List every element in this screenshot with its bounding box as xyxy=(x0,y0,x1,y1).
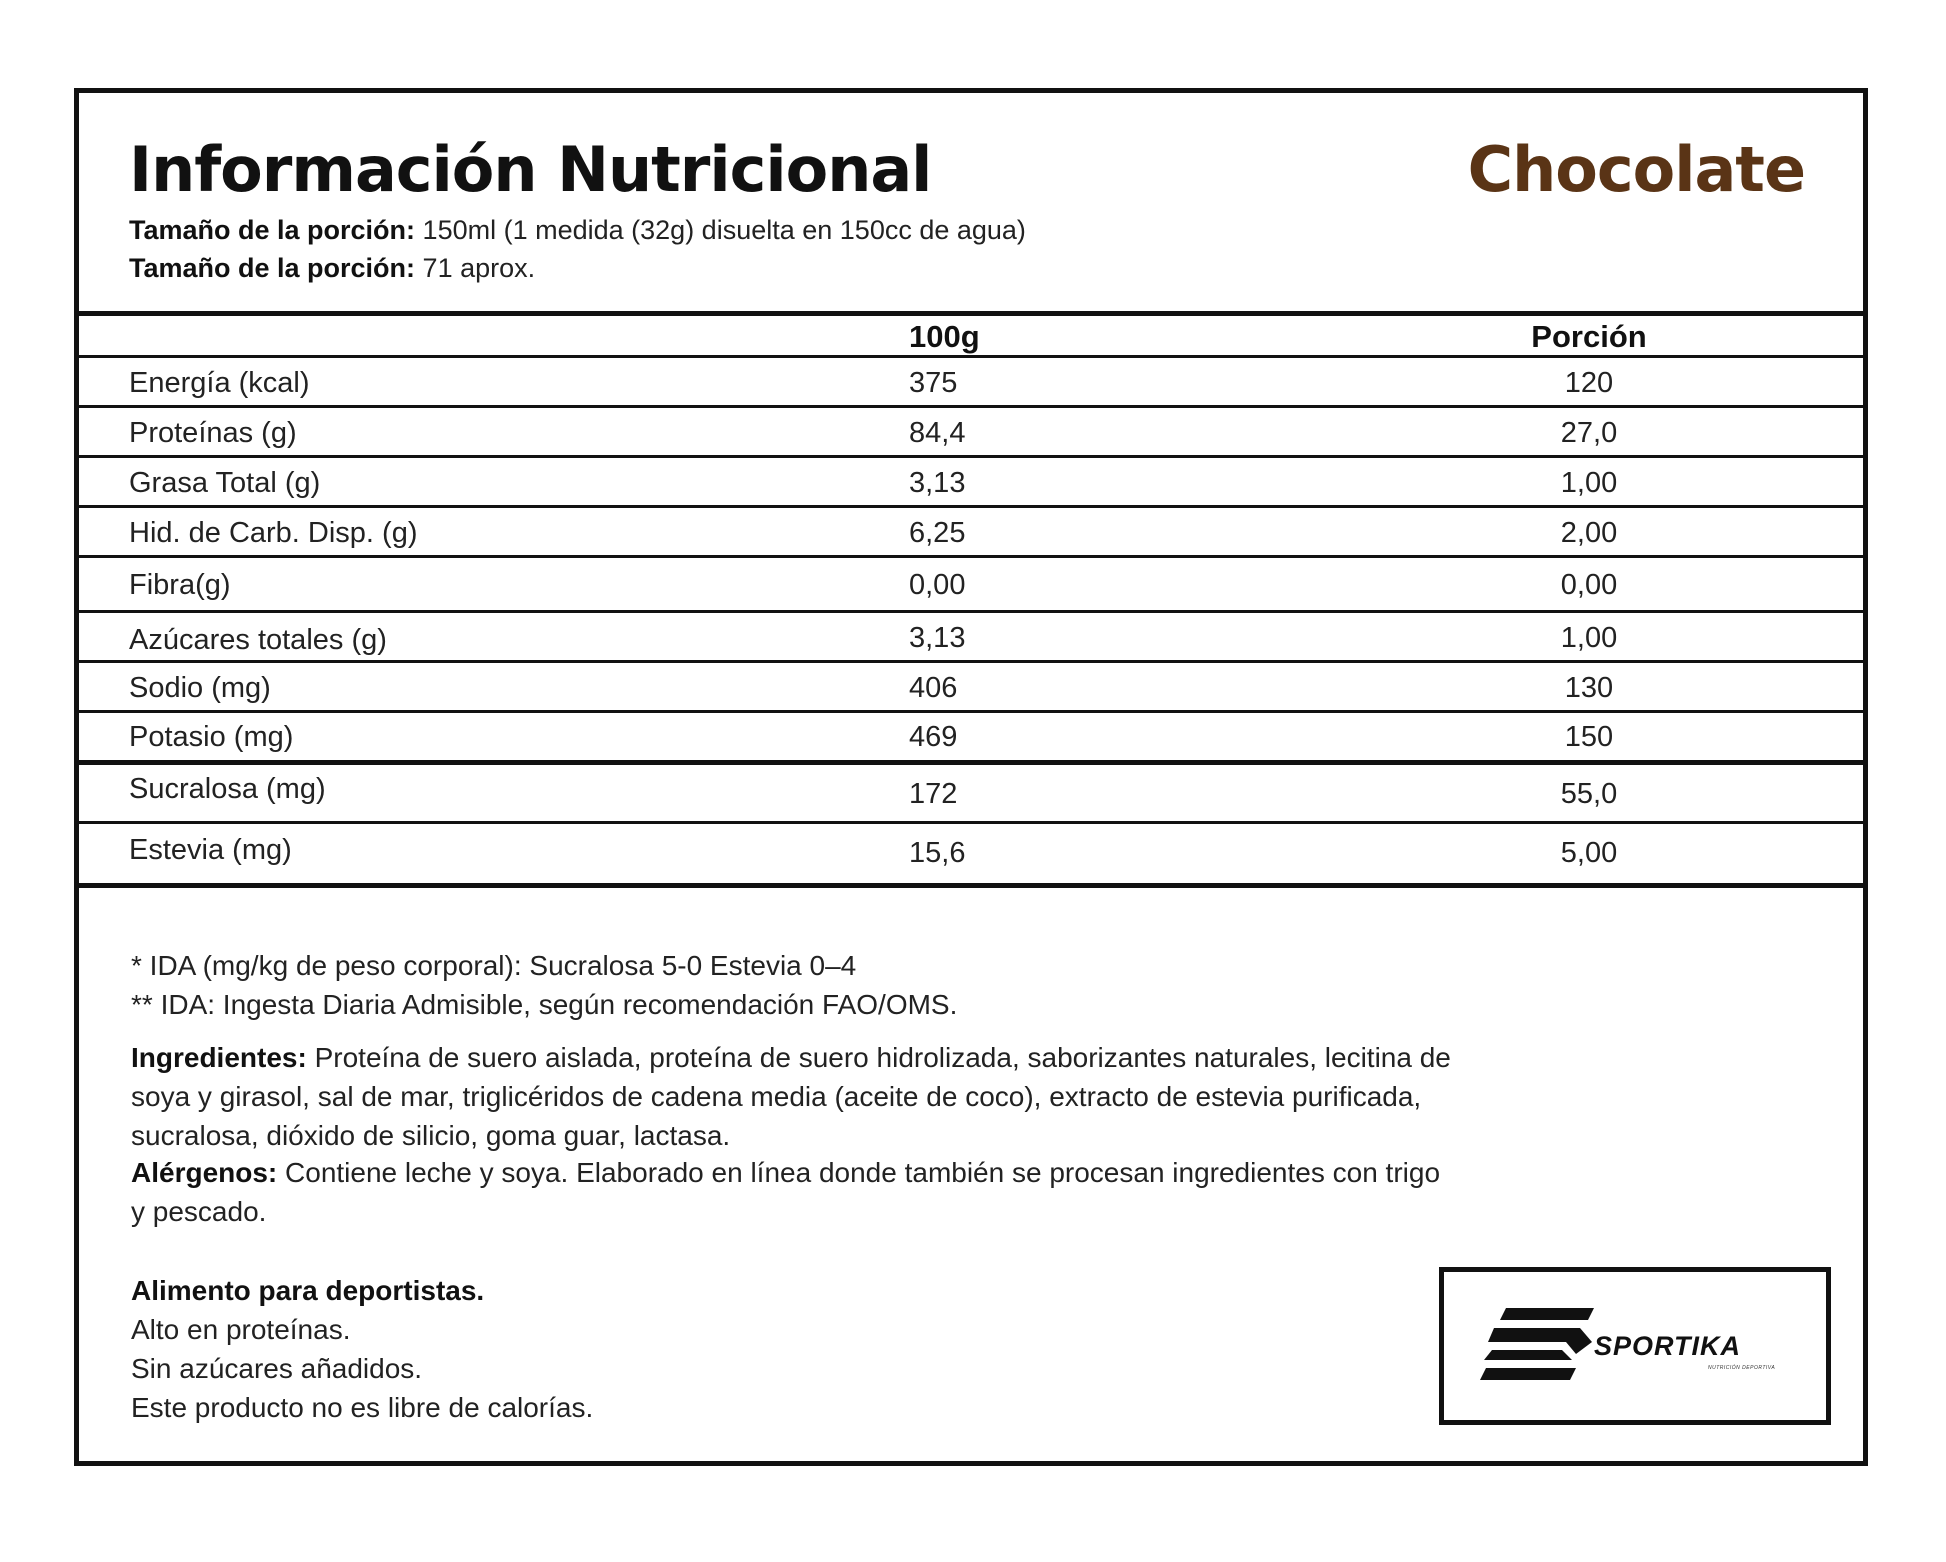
nutrient-per-portion: 5,00 xyxy=(1560,837,1618,869)
claim-not-calorie-free: Este producto no es libre de calorías. xyxy=(131,1392,594,1423)
brand-logo-box xyxy=(1439,1267,1831,1425)
flavor-name: Chocolate xyxy=(1467,133,1805,206)
nutrient-per-portion: 2,00 xyxy=(1560,517,1618,549)
ida-notes xyxy=(131,946,957,1024)
nutrient-name: Fibra(g) xyxy=(129,569,231,601)
nutrient-per-100g: 3,13 xyxy=(909,467,966,499)
nutrient-per-portion: 0,00 xyxy=(1560,569,1618,601)
nutrient-per-portion: 27,0 xyxy=(1560,417,1618,449)
nutrient-per-100g: 84,4 xyxy=(909,417,966,449)
nutrient-per-100g: 6,25 xyxy=(909,517,966,549)
ingredients-label: Ingredientes: xyxy=(131,1042,307,1073)
allergens-text: Contiene leche y soya. Elaborado en línea donde también se procesan ingredientes con trigo y pescado. xyxy=(131,1157,1441,1227)
table-row xyxy=(79,613,1863,663)
brand-tagline: NUTRICIÓN DEPORTIVA xyxy=(1708,1365,1776,1371)
nutrient-per-portion: 1,00 xyxy=(1560,622,1618,654)
nutrient-per-100g: 15,6 xyxy=(909,837,966,869)
nutrient-name: Azúcares totales (g) xyxy=(129,624,387,656)
ida-note-1: * IDA (mg/kg de peso corporal): Sucralosa 5-0 Estevia 0–4 xyxy=(131,950,857,981)
allergens-paragraph xyxy=(131,1153,1461,1231)
brand-name: SPORTIKA xyxy=(1594,1331,1742,1361)
claim-high-protein: Alto en proteínas. xyxy=(131,1314,351,1345)
nutrient-name: Sucralosa (mg) xyxy=(129,773,326,805)
sportika-s-mark-icon xyxy=(1476,1308,1596,1384)
nutrient-per-portion: 120 xyxy=(1564,367,1614,399)
table-row xyxy=(79,765,1863,824)
nutrient-per-100g: 3,13 xyxy=(909,622,966,654)
table-row xyxy=(79,713,1863,765)
table-row xyxy=(79,408,1863,458)
ingredients-paragraph xyxy=(131,1038,1461,1155)
nutrient-per-100g: 375 xyxy=(909,367,958,399)
table-row xyxy=(79,358,1863,408)
nutrient-name: Potasio (mg) xyxy=(129,721,294,753)
athlete-title: Alimento para deportistas. xyxy=(131,1275,485,1306)
nutrient-name: Proteínas (g) xyxy=(129,417,297,449)
table-row xyxy=(79,558,1863,613)
nutrient-per-100g: 469 xyxy=(909,721,958,753)
label-title: Información Nutricional xyxy=(129,133,932,206)
nutrient-name: Sodio (mg) xyxy=(129,672,271,704)
ida-note-2: ** IDA: Ingesta Diaria Admisible, según recomendación FAO/OMS. xyxy=(131,989,958,1020)
serving-size-line xyxy=(129,215,1026,246)
nutrient-name: Estevia (mg) xyxy=(129,834,292,866)
nutrient-per-100g: 172 xyxy=(909,778,958,810)
nutrient-per-100g: 0,00 xyxy=(909,569,966,601)
nutrient-per-portion: 150 xyxy=(1564,721,1614,753)
table-row xyxy=(79,508,1863,558)
allergens-label: Alérgenos: xyxy=(131,1157,278,1188)
nutrient-name: Grasa Total (g) xyxy=(129,467,321,499)
table-header-row xyxy=(79,316,1863,358)
nutrient-name: Hid. de Carb. Disp. (g) xyxy=(129,517,418,549)
athlete-claims xyxy=(131,1271,593,1427)
table-row xyxy=(79,824,1863,888)
servings-per-container-value: 71 aprox. xyxy=(422,253,536,283)
nutrient-per-portion: 1,00 xyxy=(1560,467,1618,499)
table-row xyxy=(79,458,1863,508)
servings-per-container-line xyxy=(129,253,535,284)
nutrient-per-portion: 55,0 xyxy=(1560,778,1618,810)
nutrition-label xyxy=(74,88,1868,1466)
serving-size-label: Tamaño de la porción: xyxy=(129,215,416,245)
claim-no-added-sugar: Sin azúcares añadidos. xyxy=(131,1353,423,1384)
header-per-portion: Porción xyxy=(1531,319,1647,354)
nutrient-per-portion: 130 xyxy=(1564,672,1614,704)
header-per-100g: 100g xyxy=(909,319,980,354)
ingredients-text: Proteína de suero aislada, proteína de suero hidrolizada, saborizantes naturales, lecitina de soya y girasol, sal de mar, triglicéridos de cadena media (aceite de coco), extracto de estevia purificada, sucralosa, dióxido de silicio, goma guar, lactasa. xyxy=(131,1042,1451,1151)
nutrient-name: Energía (kcal) xyxy=(129,367,310,399)
nutrient-per-100g: 406 xyxy=(909,672,958,704)
serving-size-value: 150ml (1 medida (32g) disuelta en 150cc de agua) xyxy=(422,215,1026,245)
servings-per-container-label: Tamaño de la porción: xyxy=(129,253,416,283)
table-row xyxy=(79,663,1863,713)
